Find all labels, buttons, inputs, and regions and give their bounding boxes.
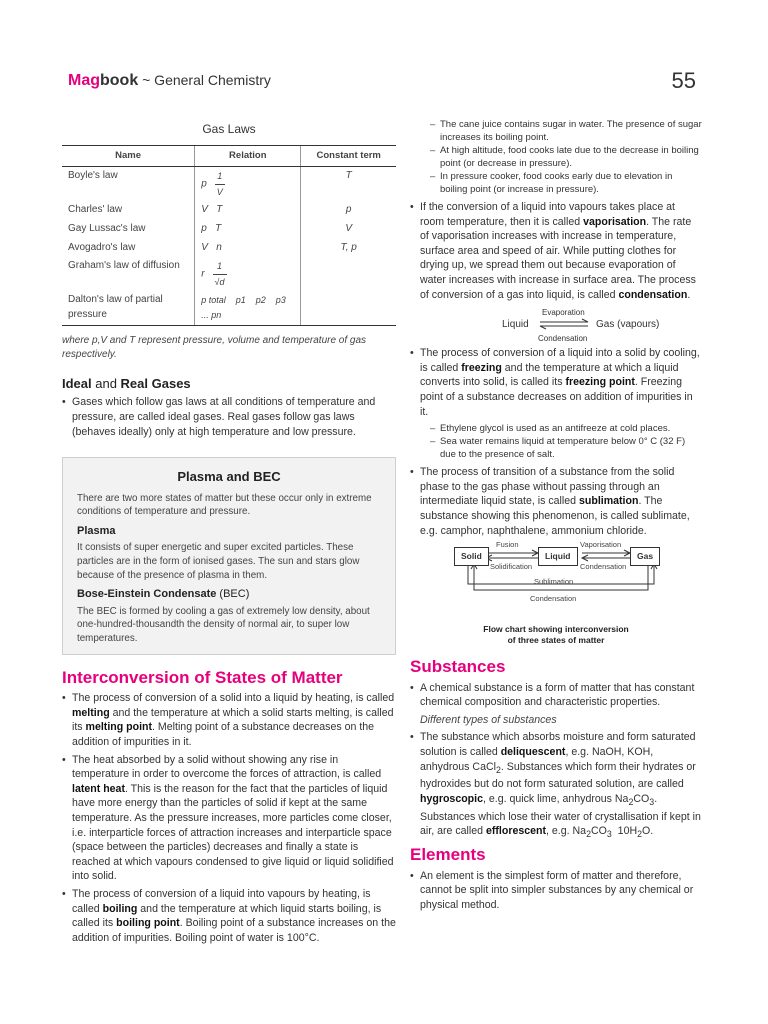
label-sublimation: Sublimation — [534, 577, 574, 587]
keyword: freezing point — [565, 376, 635, 389]
text: The process of conversion of a liquid into a solid by cooling, is called — [420, 347, 700, 374]
constant-term — [301, 257, 396, 291]
table-row — [62, 239, 396, 258]
subscript: 2 — [495, 764, 501, 775]
text: , e.g. Na — [546, 825, 587, 838]
list-item — [62, 753, 396, 884]
right-column — [410, 118, 702, 915]
law-relation — [195, 167, 301, 202]
text: . This is the reason for the fact that the particles of liquid have more energy than the particles of solid if kept at the same temperature. As the pressure increases, more particles come closer, i.e. interparticle forces of attraction increases and interparticle space (space between the particles) decreases and finally a state is reached at which vapours condensed to give liquid or liquid solidified into solid. — [72, 782, 394, 883]
table-row — [62, 291, 396, 325]
label-vaporisation: Vaporisation — [580, 540, 622, 550]
boiling-facts-list — [430, 118, 702, 196]
list-item — [410, 200, 702, 302]
subscript: 3 — [606, 829, 612, 840]
heading-part: and — [91, 375, 121, 391]
section-heading-elements: Elements — [410, 844, 486, 864]
list-item: • A chemical substance is a form of matter that has constant chemical composition and characteristic properties. — [410, 681, 702, 710]
law-name: Graham's law of diffusion — [68, 260, 180, 272]
eq-gas: Gas (vapours) — [596, 319, 660, 331]
node-solid: Solid — [454, 547, 489, 566]
table-row — [62, 220, 396, 239]
plasma-text: It consists of super energetic and super excited particles. These particles are in the form of ionised gases. The sun and stars glow because of the presence of plasma in them. — [77, 542, 360, 581]
eq-liquid: Liquid — [502, 319, 529, 331]
text: , e.g. quick lime, anhydrous Na — [483, 792, 629, 805]
list-item — [410, 730, 702, 841]
text: The process of conversion of a solid into a liquid by heating, is called — [72, 692, 395, 705]
list-item: – In pressure cooker, food cooks early due to elevation in boiling point (or increase in pressure). — [430, 170, 702, 196]
fraction-denominator: V — [216, 186, 223, 197]
subscript: 2 — [586, 829, 591, 840]
text: and the temperature at which a solid starts melting, is called its — [72, 706, 394, 734]
list-item: – Ethylene glycol is used as an antifreeze at cold places. — [430, 422, 702, 435]
law-relation: p total p1 p2 p3 ... pn — [195, 291, 301, 325]
table-row — [62, 167, 396, 202]
law-relation: p T — [195, 220, 301, 239]
list-item: • Gases which follow gas laws at all conditions of temperature and pressure, are called ideal gases. Real gases follow gas laws (behaves ideally) only at high temperature and low pressure. — [62, 395, 396, 439]
relation-symbol: r — [201, 268, 205, 280]
keyword: deliquescent — [500, 746, 566, 759]
substances-list — [410, 681, 702, 710]
text: O. — [642, 825, 654, 838]
label-condensation: Condensation — [580, 562, 627, 572]
table-row — [62, 257, 396, 291]
list-item — [62, 691, 396, 749]
text: . Freezing point of a substance decreases on addition of impurities in it. — [420, 376, 693, 418]
table-header-row — [62, 145, 396, 167]
label-solidification: Solidification — [490, 562, 533, 572]
keyword: freezing — [461, 361, 502, 374]
text: CO — [590, 825, 607, 838]
list-item: – At high altitude, food cooks late due to the decrease in boiling point (or decrease in pressure). — [430, 144, 702, 170]
substances-types-list — [410, 730, 702, 841]
plasma-heading: Plasma — [77, 524, 116, 537]
fraction-numerator: 1 — [213, 259, 227, 275]
text: . — [687, 288, 691, 301]
states-flow-chart — [410, 540, 702, 620]
subscript: 2 — [637, 829, 643, 840]
text: . Substances which form their hydrates or hydroxides but do not form saturated solution, are called — [420, 760, 696, 791]
subscript: 3 — [649, 797, 655, 808]
vaporisation-list — [410, 200, 702, 302]
keyword: boiling — [102, 902, 138, 915]
equilibrium-arrow-icon — [538, 318, 590, 330]
law-relation: V T — [195, 201, 301, 220]
keyword: latent heat — [72, 782, 125, 795]
page-header — [68, 68, 700, 98]
section-heading-substances: Substances — [410, 657, 506, 677]
text: and the temperature at which a liquid converts into solid, is called its — [420, 361, 679, 389]
fraction — [215, 169, 225, 199]
eq-evaporation-label: Evaporation — [542, 308, 585, 318]
node-gas: Gas — [630, 547, 660, 566]
bec-heading-text: Bose-Einstein Condensate — [77, 588, 217, 601]
ideal-gases-list — [62, 395, 396, 439]
label-fusion: Fusion — [496, 540, 519, 550]
substances-subheading: Different types of substances — [420, 713, 557, 726]
list-item: – The cane juice contains sugar in water. The presence of sugar increases its boiling point. — [430, 118, 702, 144]
fraction — [213, 259, 227, 289]
keyword: vaporisation — [583, 215, 647, 228]
column-header: Relation — [195, 145, 301, 167]
book-brand — [68, 72, 271, 90]
elements-list — [410, 869, 702, 913]
page-number: 55 — [671, 68, 696, 93]
text: The heat absorbed by a solid without showing any rise in temperature in order to overcome the forces of attraction, is called — [72, 753, 382, 781]
fraction-denominator: √d — [214, 276, 225, 287]
law-name: Charles' law — [68, 204, 123, 216]
table-caption: where p,V and T represent pressure, volume and temperature of gas respectively. — [62, 334, 367, 361]
text: 10H — [611, 825, 638, 838]
plasma-bec-box — [62, 457, 396, 655]
section-heading-interconversion: Interconversion of States of Matter — [62, 667, 343, 687]
column-header: Constant term — [301, 145, 396, 167]
keyword: melting — [72, 706, 110, 719]
law-name: Avogadro's law — [68, 241, 136, 253]
table-title: Gas Laws — [202, 122, 256, 136]
law-relation — [195, 257, 301, 291]
text: . Melting point of a substance decreases on the addition of impurities in it. — [72, 721, 375, 748]
keyword: boiling point — [116, 917, 180, 930]
constant-term: T — [301, 167, 396, 202]
flow-chart-caption — [410, 624, 702, 646]
gas-laws-table — [62, 145, 396, 326]
keyword: condensation — [618, 288, 688, 301]
keyword: hygroscopic — [420, 792, 483, 805]
constant-term: p — [301, 201, 396, 220]
text: The process of transition of a substance from the solid phase to the gas phase without passing through an intermediate liquid state, is called — [420, 466, 675, 508]
list-item: • An element is the simplest form of matter and therefore, cannot be split into simpler substances by any chemical or physical method. — [410, 869, 702, 913]
evaporation-equation — [410, 306, 702, 344]
text: CO — [633, 792, 650, 805]
text: . The rate of vaporisation increases with increase in temperature, surface area and speed of air. While putting clothes for drying up, we spread them out because evaporation of water increases with increase in surface area. The process of conversion of a gas into liquid, is called — [420, 215, 696, 301]
law-relation: V n — [195, 239, 301, 258]
brand-book: book — [100, 72, 139, 89]
section-heading-ideal-real — [62, 377, 396, 392]
fraction-numerator: 1 — [215, 169, 225, 185]
bec-heading — [77, 588, 381, 602]
law-name: Boyle's law — [68, 170, 118, 182]
bec-abbr: (BEC) — [216, 588, 250, 601]
book-subtitle: ~ General Chemistry — [138, 72, 271, 88]
box-intro: There are two more states of matter but these occur only in extreme conditions of temperature and pressure. — [77, 492, 372, 518]
box-title: Plasma and BEC — [177, 469, 281, 485]
list-item — [410, 346, 702, 419]
brand-mag: Mag — [68, 72, 100, 89]
law-name: Dalton's law of partial pressure — [62, 291, 195, 325]
law-name: Gay Lussac's law — [68, 222, 146, 234]
text: The substance which absorbs moisture and form saturated solution is called — [420, 731, 696, 759]
text: and the temperature at which liquid starts boiling, is called its — [72, 902, 382, 930]
keyword: efflorescent — [485, 825, 547, 838]
heading-part: Ideal — [62, 375, 92, 391]
list-item: – Sea water remains liquid at temperature below 0° C (32 F) due to the presence of salt. — [430, 435, 702, 461]
constant-term — [301, 291, 396, 325]
constant-term: V — [301, 220, 396, 239]
text: The process of conversion of a liquid into vapours by heating, is called — [72, 887, 371, 915]
freezing-list — [410, 346, 702, 419]
eq-condensation-label: Condensation — [538, 334, 588, 344]
heading-part: Real Gases — [120, 375, 191, 391]
node-liquid: Liquid — [538, 547, 578, 566]
freezing-facts-list — [430, 422, 702, 461]
column-header: Name — [62, 145, 195, 167]
label-condensation-2: Condensation — [530, 594, 577, 604]
subscript: 2 — [628, 797, 634, 808]
interconversion-list — [62, 691, 396, 945]
text: . Substances which lose their water of crystallisation if kept in air, are called — [420, 792, 701, 838]
relation-symbol: p — [201, 178, 207, 190]
text: . Boiling point of a substance increases on the addition of impurities. Boiling point of water is 100°C. — [72, 917, 396, 944]
constant-term: T, p — [301, 239, 396, 258]
caption-line: of three states of matter — [507, 635, 605, 646]
sublimation-list — [410, 465, 702, 538]
text: . The substance showing this phenomenon, is called sublimate, e.g. camphor, naphthalene, ammonium chloride. — [420, 495, 690, 537]
table-row — [62, 201, 396, 220]
keyword: melting point — [85, 721, 153, 734]
caption-line: Flow chart showing interconversion — [483, 624, 629, 635]
left-column — [62, 118, 396, 948]
keyword: sublimation — [579, 495, 639, 508]
list-item — [410, 465, 702, 538]
bec-text: The BEC is formed by cooling a gas of extremely low density, about one-hundred-thousandth the density of normal air, to super low temperatures. — [77, 605, 370, 645]
text: , e.g. NaOH, KOH, anhydrous CaCl — [420, 746, 654, 773]
text: If the conversion of a liquid into vapours takes place at room temperature, then it is called — [420, 201, 675, 228]
list-item — [62, 887, 396, 945]
